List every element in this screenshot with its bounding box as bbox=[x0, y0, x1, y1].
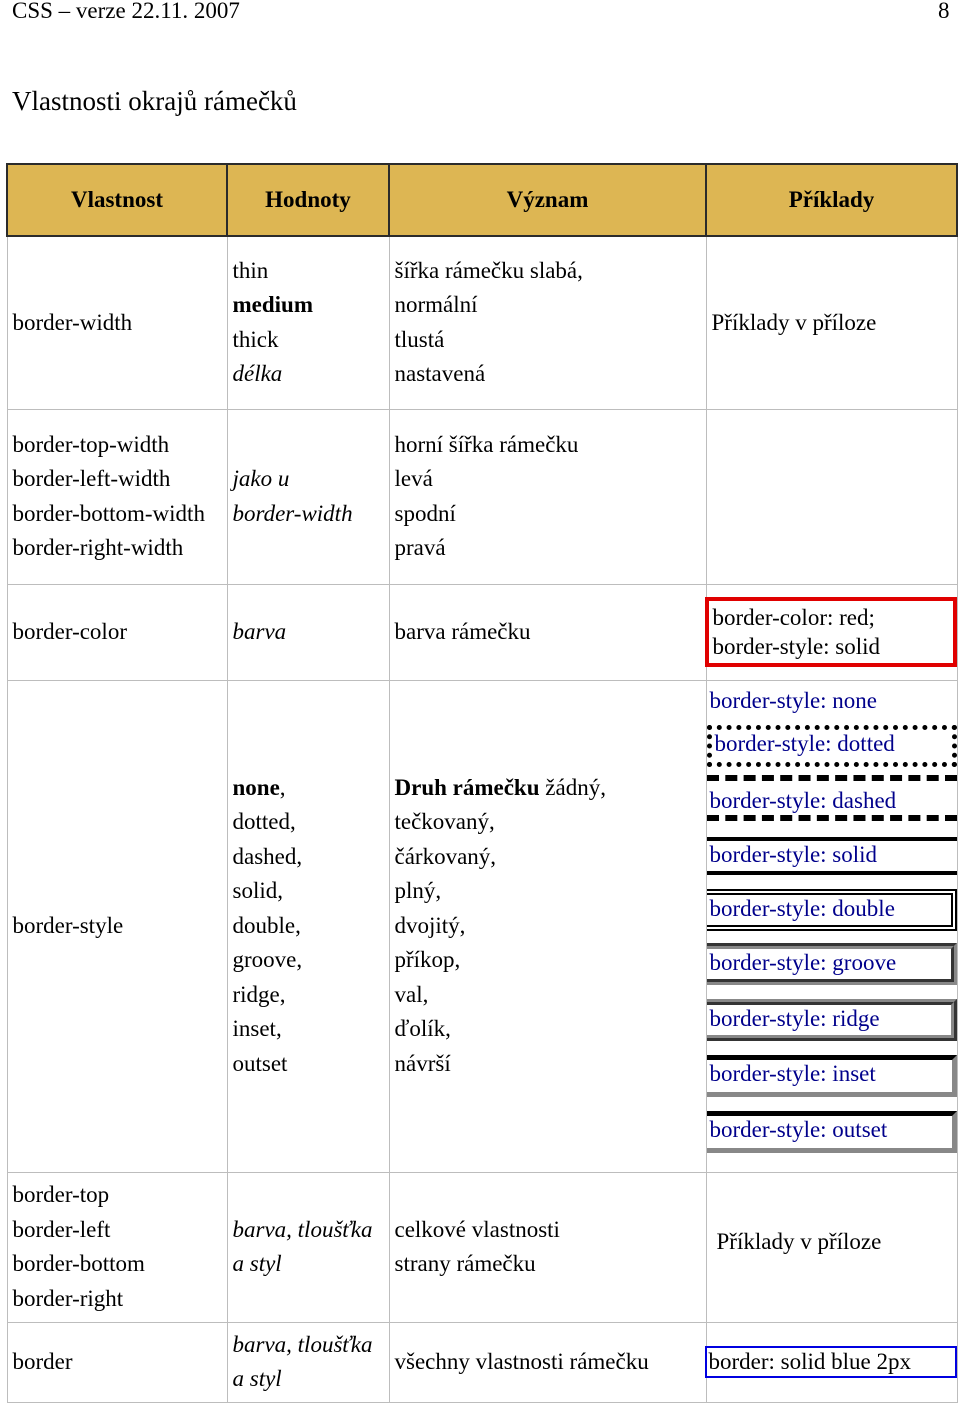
value-text: jako u bbox=[232, 466, 290, 491]
table-header-row bbox=[7, 164, 957, 236]
meaning-cell: všechny vlastnosti rámečku bbox=[389, 1322, 706, 1402]
value-text: délka bbox=[232, 361, 283, 387]
value-text: thin bbox=[232, 257, 269, 283]
meaning-text: návrší bbox=[394, 1050, 451, 1076]
meaning-text: příkop, bbox=[394, 947, 461, 972]
section-title: Vlastnosti okrajů rámečků bbox=[12, 86, 297, 116]
column-header-property: Vlastnost bbox=[7, 164, 227, 236]
page-number: 8 bbox=[938, 0, 950, 23]
example-groove-box: border-style: groove bbox=[707, 943, 957, 985]
meaning-text: spodní bbox=[394, 500, 456, 526]
values-cell: barva bbox=[227, 584, 389, 680]
meaning-cell bbox=[389, 1172, 706, 1322]
value-text: inset, bbox=[232, 1016, 282, 1042]
value-text: none, bbox=[232, 774, 286, 800]
table-row bbox=[7, 1322, 957, 1402]
value-text: ridge, bbox=[232, 981, 286, 1007]
meaning-cell: barva rámečku bbox=[389, 584, 706, 680]
property-cell: border-style bbox=[7, 680, 227, 1172]
meaning-text: val, bbox=[394, 981, 429, 1007]
meaning-text: čárkovaný, bbox=[394, 843, 497, 869]
example-solid-box: border-style: solid bbox=[707, 837, 957, 875]
table-row bbox=[7, 236, 957, 409]
column-header-meaning: Význam bbox=[389, 164, 706, 236]
meaning-cell bbox=[389, 409, 706, 584]
meaning-text: normální bbox=[394, 292, 478, 318]
meaning-text: tlustá bbox=[394, 326, 445, 352]
values-cell bbox=[227, 409, 389, 584]
property-cell bbox=[7, 1172, 227, 1322]
values-cell bbox=[227, 236, 389, 409]
column-header-examples: Příklady bbox=[706, 164, 957, 236]
example-dashed-box: border-style: dashed bbox=[707, 775, 957, 821]
value-text: barva, tloušťka bbox=[232, 1331, 373, 1357]
meaning-text: celkové vlastnosti bbox=[394, 1216, 560, 1242]
value-text: double, bbox=[232, 912, 301, 938]
example-inset-box: border-style: inset bbox=[707, 1055, 957, 1097]
meaning-text: pravá bbox=[394, 535, 446, 560]
property-cell: border-width bbox=[7, 236, 227, 409]
values-cell bbox=[227, 680, 389, 1172]
value-text: medium bbox=[232, 292, 313, 318]
values-cell bbox=[227, 1322, 389, 1402]
example-double-box: border-style: double bbox=[707, 889, 957, 931]
property-text: border-bottom-width bbox=[12, 500, 205, 526]
meaning-text: levá bbox=[394, 466, 433, 491]
meaning-text: plný, bbox=[394, 878, 442, 903]
value-text: barva, tloušťka bbox=[232, 1216, 373, 1242]
value-text: thick bbox=[232, 326, 279, 352]
property-text: border-left bbox=[12, 1216, 111, 1242]
page-header-title: CSS – verze 22.11. 2007 bbox=[12, 0, 240, 23]
column-header-values: Hodnoty bbox=[227, 164, 389, 236]
example-cell: Příklady v příloze bbox=[706, 236, 957, 409]
property-text: border-bottom bbox=[12, 1251, 145, 1276]
example-dotted-box: border-style: dotted bbox=[707, 725, 957, 767]
example-text: border-color: red; bbox=[712, 605, 875, 630]
property-text: border-top bbox=[12, 1182, 110, 1207]
example-blue-border-box: border: solid blue 2px bbox=[705, 1346, 957, 1378]
meaning-text: dvojitý, bbox=[394, 912, 466, 938]
property-cell: border-color bbox=[7, 584, 227, 680]
example-cell bbox=[706, 1172, 957, 1322]
table-row bbox=[7, 1172, 957, 1322]
value-text: dashed, bbox=[232, 843, 303, 869]
meaning-first-text: žádný, bbox=[539, 774, 606, 800]
meaning-text: ďolík, bbox=[394, 1016, 451, 1041]
example-cell bbox=[706, 409, 957, 584]
example-text: border-style: solid bbox=[712, 634, 881, 659]
table-row bbox=[7, 409, 957, 584]
meaning-text: strany rámečku bbox=[394, 1251, 536, 1276]
example-cell bbox=[706, 584, 957, 680]
value-text: a styl bbox=[232, 1366, 282, 1391]
meaning-text: horní šířka rámečku bbox=[394, 431, 579, 457]
example-cell bbox=[706, 680, 957, 1172]
property-cell bbox=[7, 409, 227, 584]
meaning-bold-text: Druh rámečku bbox=[394, 774, 540, 800]
property-text: border-left-width bbox=[12, 466, 171, 491]
example-text: Příklady v příloze bbox=[716, 1228, 882, 1254]
meaning-text bbox=[395, 771, 706, 806]
values-cell bbox=[227, 1172, 389, 1322]
example-ridge-box: border-style: ridge bbox=[707, 999, 957, 1041]
value-text: border-width bbox=[232, 500, 353, 526]
meaning-cell bbox=[389, 236, 706, 409]
value-text: outset bbox=[232, 1050, 288, 1076]
border-properties-table bbox=[6, 163, 958, 1403]
meaning-text: nastavená bbox=[394, 361, 486, 387]
example-none-box: border-style: none bbox=[709, 687, 878, 713]
value-text: solid, bbox=[232, 878, 283, 904]
table-row bbox=[7, 680, 957, 1172]
value-text: groove, bbox=[232, 947, 303, 973]
example-outset-box: border-style: outset bbox=[707, 1111, 957, 1153]
property-text: border-top-width bbox=[12, 431, 170, 457]
example-red-border-box bbox=[705, 597, 957, 667]
value-text: dotted, bbox=[232, 809, 296, 835]
value-none: none bbox=[232, 774, 280, 800]
meaning-text: tečkovaný, bbox=[394, 809, 495, 834]
property-text: border-right bbox=[12, 1285, 124, 1311]
meaning-cell bbox=[389, 680, 706, 1172]
property-cell: border bbox=[7, 1322, 227, 1402]
property-text: border-right-width bbox=[12, 535, 184, 560]
meaning-text: šířka rámečku slabá, bbox=[394, 257, 583, 283]
value-text: a styl bbox=[232, 1251, 282, 1276]
table-row bbox=[7, 584, 957, 680]
example-cell bbox=[706, 1322, 957, 1402]
